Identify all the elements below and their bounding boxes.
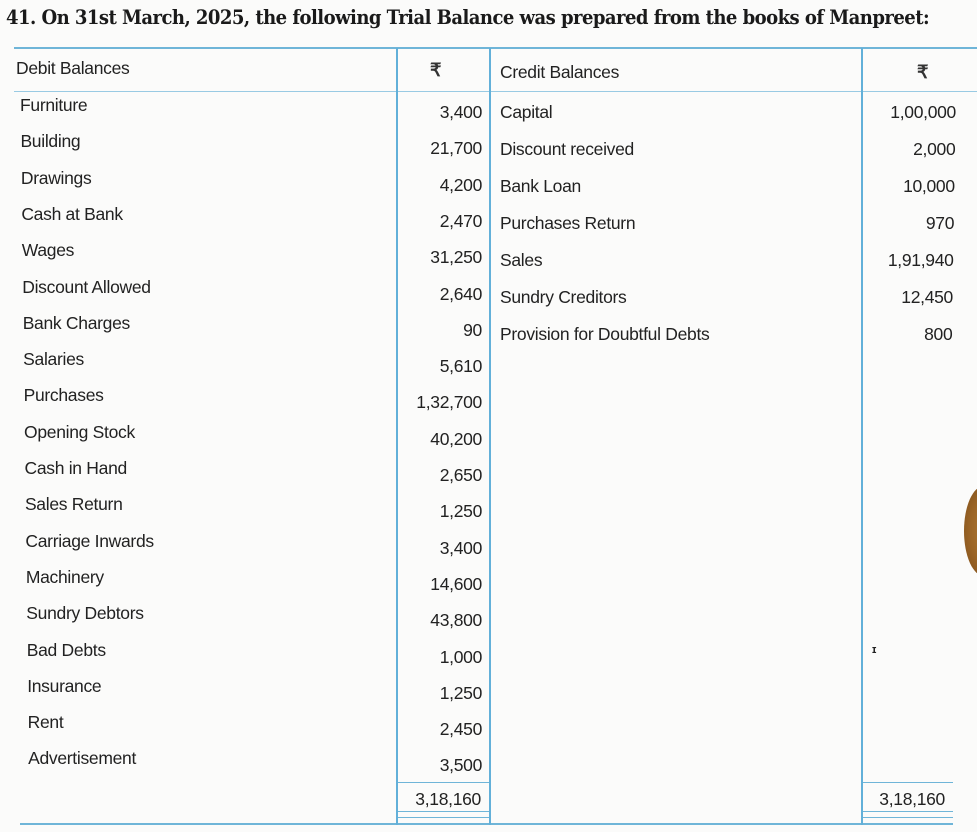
debit-row-amount: 3,400 (439, 102, 482, 122)
debit-row-amount: 4,200 (439, 174, 482, 195)
debit-row-amount: 1,250 (439, 682, 482, 703)
debit-row-amount: 3,400 (439, 537, 482, 558)
credit-row-label: Sundry Creditors (500, 287, 627, 307)
credit-amount-left-border (861, 48, 863, 825)
debit-row-amount: 90 (463, 319, 482, 340)
debit-credit-divider (489, 48, 491, 825)
debit-row-amount: 3,500 (439, 755, 482, 776)
debit-row-label: Machinery (25, 566, 104, 587)
credit-row-label: Provision for Doubtful Debts (500, 324, 710, 344)
debit-row-label: Salaries (23, 349, 84, 370)
credit-row-label: Capital (500, 102, 553, 122)
credit-row-amount: 1,91,940 (887, 250, 954, 270)
debit-total: 3,18,160 (415, 789, 481, 809)
debit-row-label: Purchases (23, 385, 104, 406)
ink-mark: ɪ (872, 644, 877, 656)
credit-total-double-rule (861, 811, 953, 812)
credit-row-amount: 970 (925, 213, 955, 233)
question-title: 41. On 31st March, 2025, the following Trial Balance was prepared from the books of Manpreet: (6, 6, 930, 29)
credit-total-top-rule (861, 782, 953, 783)
debit-row-label: Bank Charges (22, 312, 130, 333)
thumb-shadow (964, 486, 977, 576)
credit-header: Credit Balances (500, 62, 620, 82)
table-bottom-rule (20, 823, 953, 825)
debit-row-label: Advertisement (28, 748, 137, 769)
debit-row-amount: 1,000 (439, 646, 482, 667)
debit-row-amount: 2,650 (439, 465, 482, 485)
debit-row-amount: 31,250 (430, 247, 482, 268)
credit-row-amount: 800 (924, 324, 953, 344)
debit-row-amount: 2,450 (439, 719, 482, 740)
credit-row-amount: 12,450 (901, 287, 953, 307)
debit-total-double-rule-2 (396, 817, 489, 818)
debit-row-amount: 1,32,700 (416, 392, 482, 413)
debit-row-label: Furniture (20, 95, 88, 115)
credit-row-label: Bank Loan (500, 176, 581, 196)
debit-row-label: Building (20, 131, 81, 152)
debit-row-label: Discount Allowed (22, 276, 151, 297)
debit-row-amount: 2,640 (439, 283, 482, 304)
debit-row-label: Cash at Bank (21, 203, 123, 224)
debit-row-amount: 14,600 (430, 573, 482, 594)
debit-total-double-rule (396, 811, 489, 812)
debit-header: Debit Balances (16, 58, 130, 78)
debit-row-amount: 5,610 (439, 356, 482, 377)
debit-row-label: Sundry Debtors (26, 603, 144, 624)
debit-row-label: Cash in Hand (24, 458, 127, 478)
credit-total: 3,18,160 (879, 789, 945, 809)
credit-row-label: Purchases Return (500, 213, 636, 233)
debit-row-amount: 21,700 (430, 138, 482, 159)
header-bottom-rule (14, 91, 977, 92)
debit-row-amount: 2,470 (439, 210, 482, 231)
debit-row-label: Insurance (27, 675, 102, 696)
credit-currency-header: ₹ (917, 62, 929, 82)
debit-row-amount: 43,800 (430, 610, 482, 631)
credit-row-amount: 2,000 (913, 139, 956, 159)
credit-row-label: Sales (500, 250, 543, 270)
debit-row-label: Rent (27, 712, 64, 733)
debit-row-label: Drawings (20, 167, 92, 188)
debit-total-top-rule (396, 782, 489, 783)
debit-row-amount: 40,200 (430, 428, 482, 449)
credit-row-label: Discount received (500, 139, 634, 159)
credit-row-amount: 10,000 (903, 176, 955, 196)
debit-row-label: Opening Stock (24, 421, 135, 442)
credit-total-double-rule-2 (861, 817, 953, 818)
table-top-rule (14, 47, 977, 49)
debit-row-label: Sales Return (24, 494, 123, 515)
debit-row-label: Wages (21, 240, 75, 261)
debit-currency-header: ₹ (430, 60, 442, 80)
debit-row-amount: 1,250 (439, 501, 482, 522)
debit-row-label: Carriage Inwards (25, 530, 154, 551)
credit-row-amount: 1,00,000 (890, 102, 956, 122)
debit-row-label: Bad Debts (26, 639, 106, 660)
